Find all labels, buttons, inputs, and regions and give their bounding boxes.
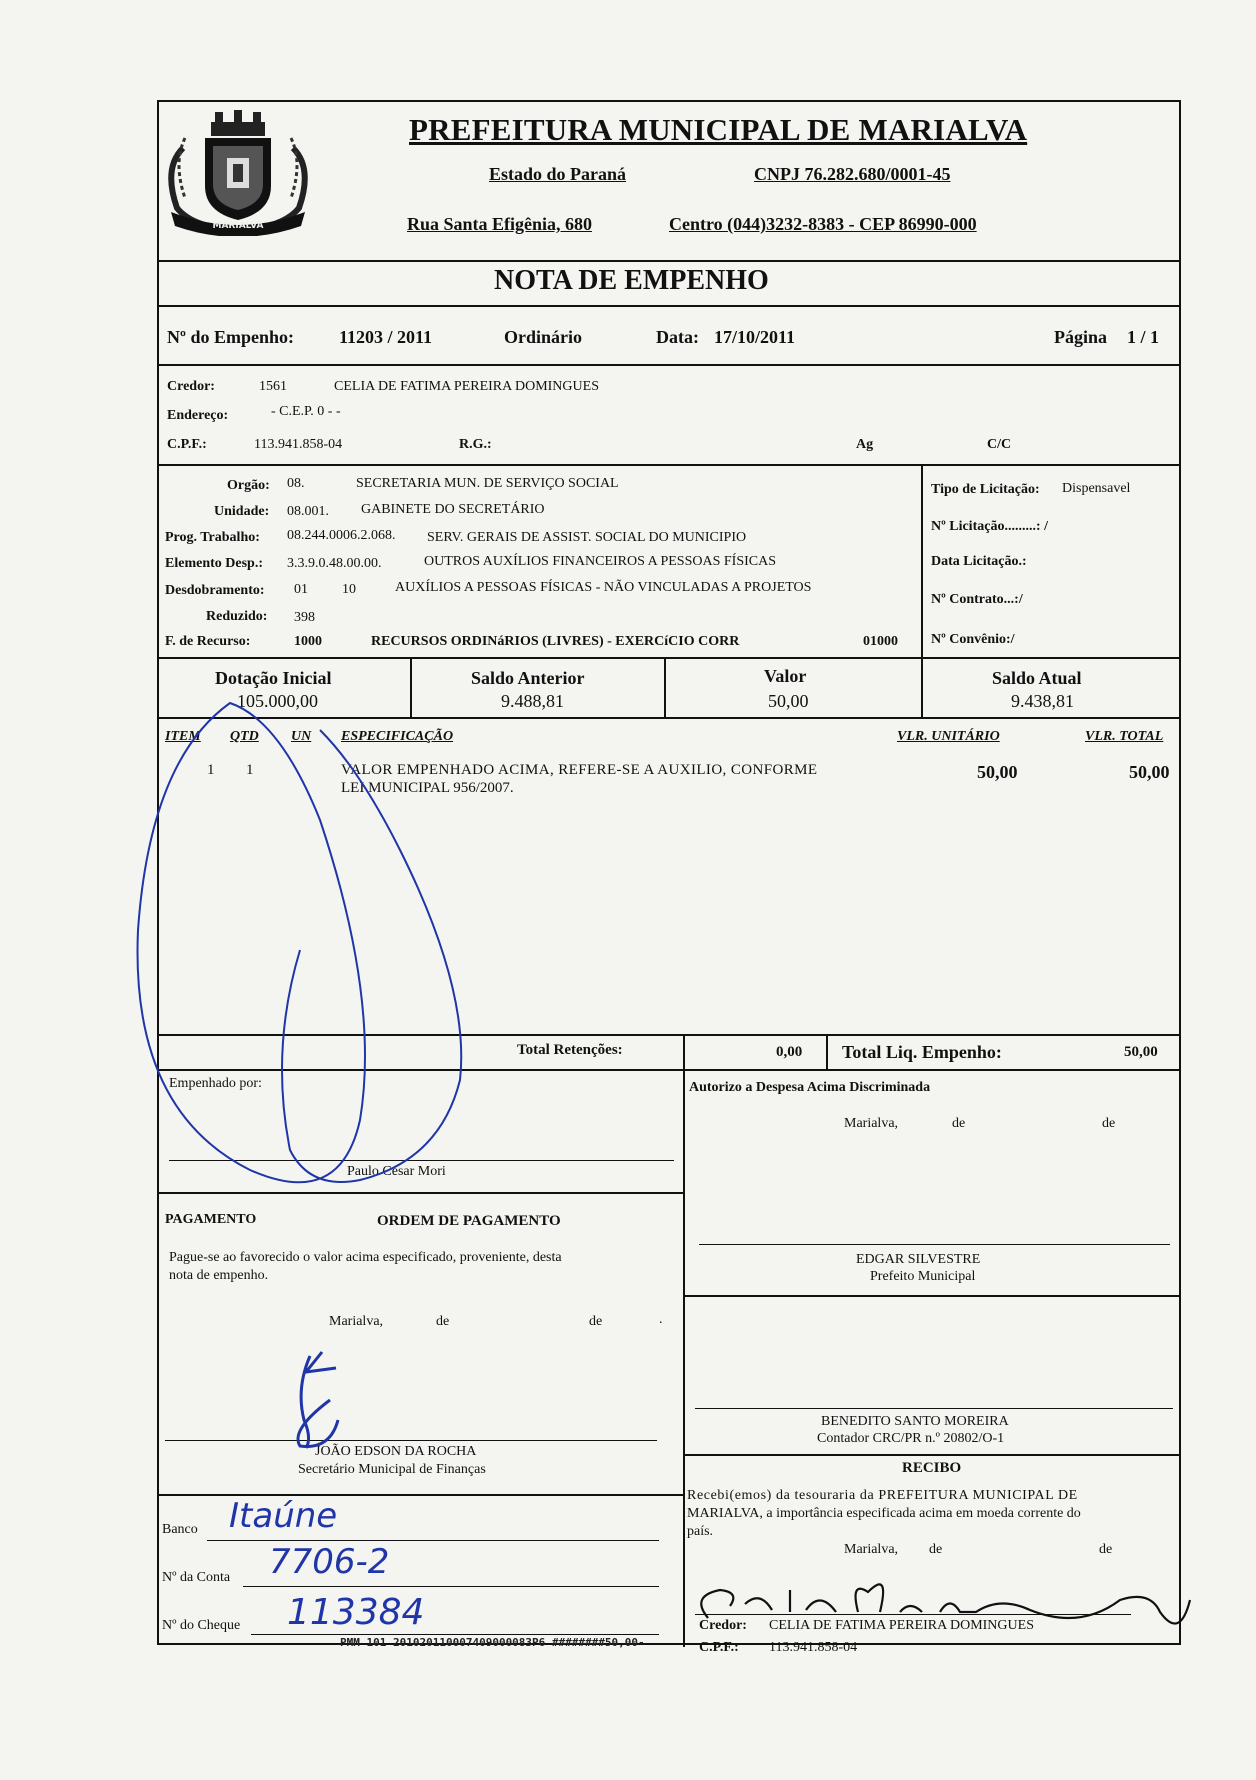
reduzido-value: 398 — [294, 610, 315, 625]
orgao-code: 08. — [287, 476, 305, 491]
row-spec-line2: LEI MUNICIPAL 956/2007. — [341, 780, 514, 796]
empenho-date-label: Data: — [656, 327, 699, 347]
empenho-date: 17/10/2011 — [714, 327, 796, 347]
pagamento-label: PAGAMENTO — [165, 1212, 257, 1227]
recibo-de2: de — [1099, 1542, 1113, 1557]
recurso-code: 1000 — [294, 634, 322, 649]
elemento-label: Elemento Desp.: — [165, 556, 263, 571]
valor-value: 50,00 — [768, 691, 809, 711]
recibo-credor-label: Credor: — [699, 1618, 747, 1633]
col-vlr-unitario: VLR. UNITÁRIO — [897, 729, 1000, 744]
footer-code: PMM 101 201020110007409000083P6 ########50,00- — [340, 1636, 645, 1649]
row-spec-line1: VALOR EMPENHADO ACIMA, REFERE-SE A AUXILIO, CONFORME — [341, 762, 818, 778]
ag-label: Ag — [856, 437, 874, 452]
empenho-number-label: Nº do Empenho: — [167, 327, 294, 347]
cheque-label: Nº do Cheque — [162, 1618, 241, 1633]
col-vlr-total: VLR. TOTAL — [1085, 729, 1164, 744]
col-un: UN — [291, 729, 312, 744]
numero-contrato: Nº Contrato...:/ — [931, 592, 1023, 607]
reduzido-label: Reduzido: — [206, 609, 268, 624]
desdobramento-value: AUXÍLIOS A PESSOAS FÍSICAS - NÃO VINCULADAS A PROJETOS — [395, 580, 812, 595]
contador-role: Contador CRC/PR n.º 20802/O-1 — [817, 1431, 1005, 1446]
pagamento-text-line2: nota de empenho. — [169, 1268, 269, 1283]
cheque-handwritten: 113384 — [287, 1592, 425, 1633]
unidade-label: Unidade: — [214, 504, 270, 519]
recurso-number: 01000 — [863, 634, 898, 649]
tipo-licitacao-label: Tipo de Licitação: — [931, 482, 1040, 497]
prefeito-role: Prefeito Municipal — [870, 1269, 976, 1284]
recibo-cpf-value: 113.941.858-04 — [769, 1640, 858, 1655]
empenho-type: Ordinário — [504, 327, 583, 347]
recibo-text-line3: país. — [687, 1524, 714, 1539]
cpf-value: 113.941.858-04 — [254, 437, 343, 452]
tipo-licitacao-value: Dispensavel — [1062, 481, 1131, 496]
saldo-atual-label: Saldo Atual — [992, 668, 1082, 688]
page-label: Página — [1054, 327, 1108, 347]
empenhado-por-name: Paulo César Mori — [347, 1164, 446, 1179]
row-item: 1 — [207, 762, 215, 778]
header-state: Estado do Paraná — [489, 164, 627, 184]
recibo-text-line1: Recebi(emos) da tesouraria da PREFEITURA MUNICIPAL DE — [687, 1488, 1078, 1503]
desdobramento-b: 10 — [342, 582, 356, 597]
autorizo-label: Autorizo a Despesa Acima Discriminada — [689, 1080, 931, 1095]
recibo-de1: de — [929, 1542, 943, 1557]
unidade-value: GABINETE DO SECRETÁRIO — [361, 502, 545, 517]
desdobramento-a: 01 — [294, 582, 308, 597]
pagamento-text-line1: Pague-se ao favorecido o valor acima especificado, proveniente, desta — [169, 1250, 562, 1265]
signature-text: Celia de Fatima P. Domingues — [0, 0, 13, 1]
elemento-code: 3.3.9.0.48.00.00. — [287, 556, 382, 571]
header-cnpj: CNPJ 76.282.680/0001-45 — [754, 164, 951, 184]
pagamento-place: Marialva, — [329, 1314, 384, 1329]
autorizo-place: Marialva, — [844, 1116, 899, 1131]
recurso-label: F. de Recurso: — [165, 634, 251, 649]
total-retencoes-label: Total Retenções: — [517, 1042, 623, 1058]
secretary-role: Secretário Municipal de Finanças — [298, 1462, 486, 1477]
total-retencoes-value: 0,00 — [776, 1044, 803, 1060]
recibo-text-line2: MARIALVA, a importância especificada acima em moeda corrente do — [687, 1506, 1081, 1521]
rg-label: R.G.: — [459, 437, 492, 452]
recibo-credor-name: CELIA DE FATIMA PEREIRA DOMINGUES — [769, 1618, 1034, 1633]
numero-convenio: Nº Convênio:/ — [931, 632, 1015, 647]
dotacao-label: Dotação Inicial — [215, 668, 332, 688]
saldo-anterior-value: 9.488,81 — [501, 691, 564, 711]
data-licitacao: Data Licitação.: — [931, 554, 1027, 569]
contador-name: BENEDITO SANTO MOREIRA — [821, 1414, 1009, 1429]
saldo-atual-value: 9.438,81 — [1011, 691, 1074, 711]
total-liq-label: Total Liq. Empenho: — [842, 1042, 1002, 1062]
numero-licitacao: Nº Licitação.........: / — [931, 519, 1048, 534]
banco-label: Banco — [162, 1522, 198, 1537]
credor-label: Credor: — [167, 379, 215, 394]
prefeito-name: EDGAR SILVESTRE — [856, 1252, 981, 1267]
recibo-label: RECIBO — [902, 1460, 962, 1476]
desdobramento-label: Desdobramento: — [165, 583, 265, 598]
valor-label: Valor — [764, 666, 807, 686]
row-vlr-total: 50,00 — [1129, 762, 1170, 782]
autorizo-de1: de — [952, 1116, 966, 1131]
secretary-name: JOÃO EDSON DA ROCHA — [315, 1444, 477, 1459]
credor-code: 1561 — [259, 379, 287, 394]
page-number: 1 / 1 — [1127, 327, 1160, 347]
col-especificacao: ESPECIFICAÇÃO — [341, 729, 454, 744]
cc-label: C/C — [987, 437, 1012, 452]
unidade-code: 08.001. — [287, 504, 329, 519]
recurso-value: RECURSOS ORDINáRIOS (LIVRES) - EXERCíCIO CORR — [371, 634, 740, 649]
credor-name: CELIA DE FATIMA PEREIRA DOMINGUES — [334, 379, 599, 394]
prog-value: SERV. GERAIS DE ASSIST. SOCIAL DO MUNICIPIO — [427, 530, 747, 545]
row-vlr-unitario: 50,00 — [977, 762, 1018, 782]
elemento-value: OUTROS AUXÍLIOS FINANCEIROS A PESSOAS FÍSICAS — [424, 554, 777, 569]
row-qtd: 1 — [246, 762, 254, 778]
empenhado-por-label: Empenhado por: — [169, 1076, 262, 1091]
banco-handwritten: Itaúne — [229, 1496, 338, 1536]
saldo-anterior-label: Saldo Anterior — [471, 668, 585, 688]
cpf-label: C.P.F.: — [167, 437, 207, 452]
prog-label: Prog. Trabalho: — [165, 530, 260, 545]
autorizo-de2: de — [1102, 1116, 1116, 1131]
pagamento-de2: de — [589, 1314, 603, 1329]
header-title: PREFEITURA MUNICIPAL DE MARIALVA — [409, 112, 1028, 147]
orgao-label: Orgão: — [227, 478, 270, 493]
endereco-value: - C.E.P. 0 - - — [271, 404, 341, 419]
prog-code: 08.244.0006.2.068. — [287, 528, 396, 543]
conta-handwritten: 7706-2 — [269, 1542, 390, 1582]
conta-label: Nº da Conta — [162, 1570, 231, 1585]
recibo-cpf-label: C.P.F.: — [699, 1640, 739, 1655]
pagamento-de1: de — [436, 1314, 450, 1329]
col-item: ITEM — [165, 729, 201, 744]
document-title: NOTA DE EMPENHO — [494, 265, 769, 296]
svg-text:MARIALVA: MARIALVA — [212, 221, 264, 231]
header-contact: Centro (044)3232-8383 - CEP 86990-000 — [669, 214, 977, 234]
recibo-place: Marialva, — [844, 1542, 899, 1557]
pagamento-dot: . — [659, 1312, 663, 1327]
empenho-number: 11203 / 2011 — [339, 327, 433, 347]
header-address: Rua Santa Efigênia, 680 — [407, 214, 593, 234]
endereco-label: Endereço: — [167, 408, 229, 423]
ordem-pagamento-label: ORDEM DE PAGAMENTO — [377, 1213, 561, 1229]
dotacao-value: 105.000,00 — [237, 691, 318, 711]
col-qtd: QTD — [230, 729, 259, 744]
total-liq-value: 50,00 — [1124, 1044, 1158, 1060]
orgao-value: SECRETARIA MUN. DE SERVIÇO SOCIAL — [356, 476, 619, 491]
